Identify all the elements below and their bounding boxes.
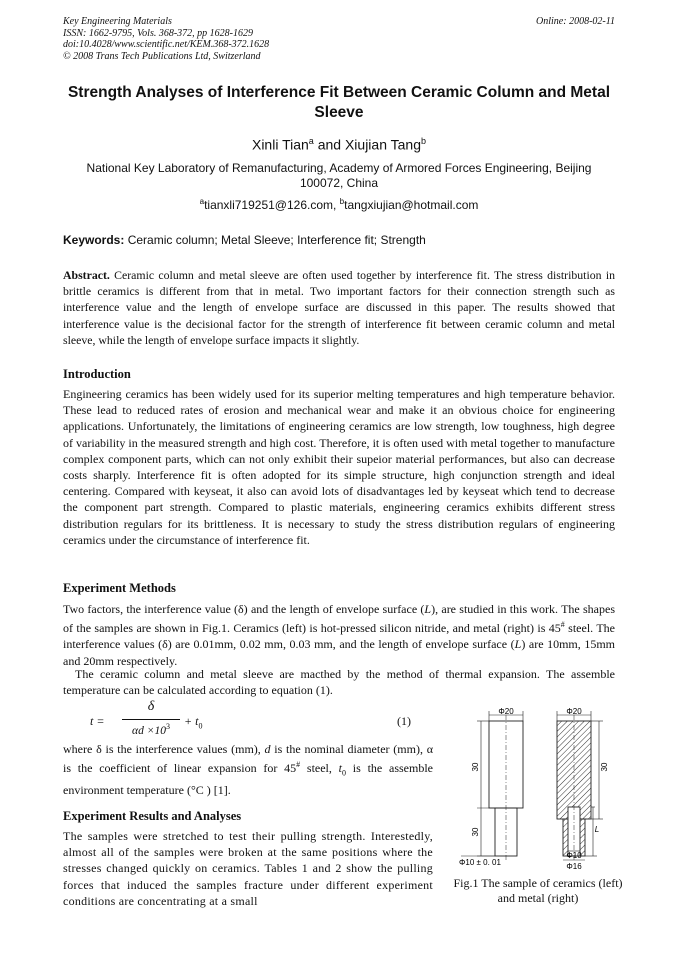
where-steel-sup: # [296, 760, 301, 770]
abstract-label: Abstract. [63, 268, 110, 282]
equation-fraction [122, 699, 180, 737]
results-text: The samples were stretched to test their pulling strength. Interestedly, almost all of the samples were broken at the same positions where the stresses changed quickly on ceramics. Tables 1 and 2 show the pulling forces that induced the samples fracture under different experiment conditions are concentrating at a small [63, 829, 433, 908]
symbol-t-sub: 0 [342, 768, 347, 778]
dim-phi16: Φ16 [566, 862, 582, 871]
dim-phi20-right: Φ20 [566, 707, 582, 716]
section-heading-results: Experiment Results and Analyses [63, 809, 242, 823]
methods-p1-part-d: ) are 10mm, 15mm and 20mm respectively. [63, 637, 616, 668]
methods-p1-part-c: steel. The interference values (δ) are 0.01mm, 0.02 mm, 0.03 mm, and the length of envelope surface ( [63, 621, 615, 652]
equation-1 [80, 699, 433, 743]
where-part-e: is the assemble environment temperature (°C ) [1]. [63, 761, 433, 797]
section-heading-methods: Experiment Methods [63, 581, 176, 595]
equation-numerator: δ [147, 699, 155, 714]
figure-1-caption: Fig.1 The sample of ceramics (left) and metal (right) [453, 876, 623, 905]
dim-phi10-right: Φ10 [566, 851, 582, 860]
section-heading-introduction: Introduction [63, 367, 131, 381]
methods-p1-part-a: Two factors, the interference value (δ) and the length of envelope surface ( [63, 602, 425, 616]
equation-plus-text: + t [184, 714, 199, 728]
email-a-sup: a [199, 197, 205, 206]
equation-exponent: 3 [165, 722, 170, 731]
author-2: Xiujian Tang [344, 136, 421, 153]
where-part-c: steel, [300, 761, 339, 776]
dim-30-left-upper: 30 [471, 762, 480, 772]
issn-line: ISSN: 1662-9795, Vols. 368-372, pp 1628-1629 [63, 27, 253, 39]
author-and: and [313, 136, 345, 153]
equation-lhs: t = [90, 714, 105, 728]
equation-subscript: 0 [198, 721, 203, 731]
equation-explanation [63, 741, 433, 798]
affiliation: National Key Laboratory of Remanufacturing, Academy of Armored Forces Engineering, Beijing 100072, China [86, 161, 592, 190]
introduction-text: Engineering ceramics has been widely used for its superior melting temperatures and high temperature behavior. These lead to reduced rates of erosion and mechanical wear and make it an obvious choice for engineering applications. Unfortunately, the limitations of engineering ceramics are low strength, low toughness, high degree of variability in the measured strength and high cost. Therefore, it is often used with metal together to manufacture complex component parts, which can not only exhibit their supeior material performances, but also can decrease costs sharply. Interference fit is often adopted for its simple structure, high conjunction strength and ideal centering. Compared with keyseat, it also can avoid lots of disadvantages led by keyseat which tend to decrease the component part strength. Compared to plastic materials, engineering ceramics exhibits different stress distribution regulars for its brittleness. It is necessary to study the stress distribution regulars of engineering ceramics under the circumstance of interference fit. [63, 387, 615, 547]
symbol-L: L [424, 602, 432, 616]
abstract-text: Ceramic column and metal sleeve are often used together by interference fit. The stress distribution in brittle ceramics is different from that in metal. Two important factors for their connection strength such as interference value and the length of envelope surface are discussed in this paper. The results showed that interference value is the decisional factor for the strength of interference fit between ceramic column and metal sleeve, while the length of envelope surface impacts it slightly. [63, 268, 615, 347]
symbol-t: t [338, 761, 343, 776]
doi-line: doi:10.4028/www.scientific.net/KEM.368-372.1628 [63, 39, 270, 50]
keywords-text: Ceramic column; Metal Sleeve; Interference fit; Strength [124, 233, 426, 247]
equation-denominator [122, 720, 180, 737]
dim-phi20-left: Φ20 [498, 707, 514, 716]
email-line [60, 197, 618, 212]
where-part-a: where δ is the interference values (mm), [63, 742, 265, 756]
online-date: Online: 2008-02-11 [536, 16, 615, 27]
author-1-sup: a [308, 136, 314, 146]
symbol-L-2: L [514, 637, 522, 652]
keywords-label: Keywords: [63, 233, 125, 247]
ceramic-column [489, 715, 523, 862]
author-2-sup: b [420, 136, 426, 146]
dim-30-right: 30 [600, 762, 609, 772]
dim-phi10-tolerance: Φ10 ± 0. 01 [459, 858, 501, 867]
symbol-d: d [264, 742, 271, 756]
metal-sleeve [557, 715, 591, 862]
methods-p1-part-b: ), are studied in this work. The shapes of the samples are shown in Fig.1. Ceramics (left) is hot-pressed silicon nitride, and metal (right) is 45 [63, 602, 615, 636]
keywords [63, 233, 615, 247]
email-b-sup: b [339, 197, 345, 206]
abstract [63, 267, 615, 348]
steel-grade-sup: # [560, 620, 565, 630]
author-line [60, 136, 618, 153]
journal-name: Key Engineering Materials [63, 16, 172, 27]
equation-number: (1) [397, 714, 411, 728]
dim-L: L [594, 825, 600, 834]
email-a: tianxli719251@126.com, [204, 198, 340, 212]
email-b: tangxiujian@hotmail.com [344, 198, 479, 212]
equation-denominator-text: αd ×10 [132, 724, 166, 737]
copyright-line: © 2008 Trans Tech Publications Ltd, Switzerland [63, 50, 261, 62]
methods-paragraph-1 [63, 601, 615, 669]
figure-1-drawing [451, 707, 623, 877]
methods-paragraph-2: The ceramic column and metal sleeve are macthed by the method of thermal expansion. The assemble temperature can be calculated according to equation (1). [63, 667, 615, 698]
dim-30-left-lower: 30 [471, 827, 480, 837]
author-1: Xinli Tian [251, 136, 309, 153]
where-part-b: is the nominal diameter (mm), α is the coefficient of linear expansion for 45 [63, 742, 433, 776]
paper-title: Strength Analyses of Interference Fit Between Ceramic Column and Metal Sleeve [67, 84, 611, 121]
equation-plus-term [184, 714, 202, 730]
running-header [63, 16, 615, 62]
